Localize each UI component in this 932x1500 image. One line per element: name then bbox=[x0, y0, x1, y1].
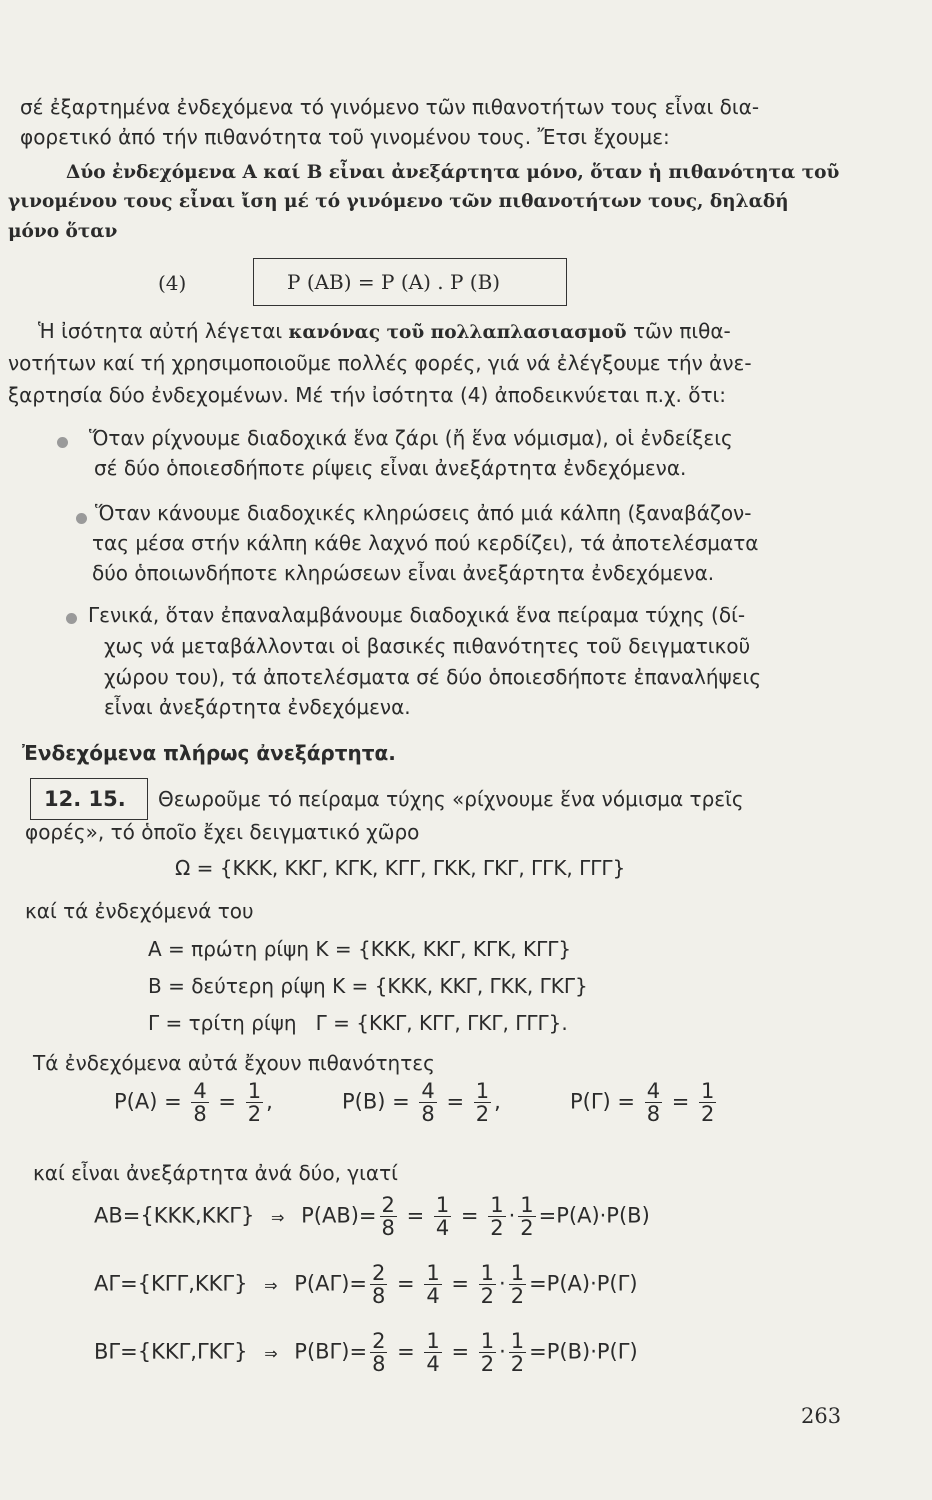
definition-line-2: γινομένου τους εἶναι ἴση μέ τό γινόμενο τῶν πιθανοτήτων τους, δηλαδή bbox=[8, 191, 789, 212]
example-text-line-1: Θεωροῦμε τό πείραμα τύχης «ρίχνουμε ἕνα νόμισμα τρεῖς bbox=[158, 787, 744, 811]
bullet-2-line-3: δύο ὁποιωνδήποτε κληρώσεων εἶναι ἀνεξάρτητα ἐνδεχόμενα. bbox=[92, 561, 715, 585]
bullet-1-line-1: Ὅταν ρίχνουμε διαδοχικά ἕνα ζάρι (ἤ ἕνα νόμισμα), οἱ ἐνδείξεις bbox=[89, 426, 733, 450]
intro-line-1: σέ ἐξαρτημένα ἐνδεχόμενα τό γινόμενο τῶν πιθανοτήτων τους εἶναι δια- bbox=[20, 95, 760, 119]
sample-space: Ω = {ΚΚΚ, ΚΚΓ, ΚΓΚ, ΚΓΓ, ΓΚΚ, ΓΚΓ, ΓΓΚ, ΓΓΓ} bbox=[175, 856, 626, 880]
event-a: Α = πρώτη ρίψη Κ = {ΚΚΚ, ΚΚΓ, ΚΓΚ, ΚΓΓ} bbox=[148, 937, 572, 961]
event-g: Γ = τρίτη ρίψη Γ = {ΚΚΓ, ΚΓΓ, ΓΚΓ, ΓΓΓ}. bbox=[148, 1011, 568, 1035]
bullet-icon bbox=[57, 437, 68, 448]
rule-line-2: νοτήτων καί τή χρησιμοποιοῦμε πολλές φορές, γιά νά ἐλέγξουμε τήν ἀνε- bbox=[8, 351, 752, 375]
intro-line-2: φορετικό ἀπό τήν πιθανότητα τοῦ γινομένου τους. Ἔτσι ἔχουμε: bbox=[20, 125, 670, 149]
prob-a: P(A) = $\frac{4}{8}$ = $\frac{1}{2}$ , bbox=[114, 1079, 273, 1126]
definition-line-3: μόνο ὅταν bbox=[8, 221, 118, 242]
bullet-3-line-1: Γενικά, ὅταν ἐπαναλαμβάνουμε διαδοχικά ἕνα πείραμα τύχης (δί- bbox=[88, 603, 746, 627]
prob-g: P(Γ) = $\frac{4}{8}$ = $\frac{1}{2}$ bbox=[570, 1079, 715, 1126]
pair-ag: ΑΓ={ΚΓΓ,ΚΚΓ} ⇒ P(AΓ)= $\frac{2}{8}$ = $\frac{1}{4}$ = $\frac{1}{2}$ · $\frac{1}{2}$ =P(A)·P(Γ) bbox=[94, 1261, 638, 1308]
definition-line-1: Δύο ἐνδεχόμενα Α καί Β εἶναι ἀνεξάρτητα μόνο, ὅταν ἡ πιθανότητα τοῦ bbox=[66, 162, 840, 183]
formula: P (AB) = P (A) . P (B) bbox=[287, 270, 501, 294]
pairwise-intro: καί εἶναι ἀνεξάρτητα ἀνά δύο, γιατί bbox=[33, 1161, 398, 1185]
prob-b: P(B) = $\frac{4}{8}$ = $\frac{1}{2}$ , bbox=[342, 1079, 501, 1126]
bullet-2-line-1: Ὅταν κάνουμε διαδοχικές κληρώσεις ἀπό μιά κάλπη (ξαναβάζον- bbox=[95, 501, 752, 525]
bullet-3-line-3: χώρου του), τά ἀποτελέσματα σέ δύο ὁποιεσδήποτε ἐπαναλήψεις bbox=[104, 665, 762, 689]
rule-line-3: ξαρτησία δύο ἐνδεχομένων. Μέ τήν ἰσότητα (4) ἀποδεικνύεται π.χ. ὅτι: bbox=[8, 383, 727, 407]
bullet-2-line-2: τας μέσα στήν κάλπη κάθε λαχνό πού κερδίζει), τά ἀποτελέσματα bbox=[92, 531, 759, 555]
bullet-3-line-4: εἶναι ἀνεξάρτητα ἐνδεχόμενα. bbox=[104, 695, 411, 719]
section-heading: Ἐνδεχόμενα πλήρως ἀνεξάρτητα. bbox=[22, 741, 396, 765]
bullet-icon bbox=[66, 613, 77, 624]
formula-number: (4) bbox=[158, 271, 187, 295]
bullet-3-line-2: χως νά μεταβάλλονται οἱ βασικές πιθανότητες τοῦ δειγματικοῦ bbox=[104, 634, 751, 658]
example-text-line-2: φορές», τό ὁποῖο ἔχει δειγματικό χῶρο bbox=[25, 820, 420, 844]
bullet-1-line-2: σέ δύο ὁποιεσδήποτε ρίψεις εἶναι ἀνεξάρτητα ἐνδεχόμενα. bbox=[94, 456, 687, 480]
bullet-icon bbox=[76, 513, 87, 524]
example-label: 12. 15. bbox=[44, 787, 126, 811]
events-intro: καί τά ἐνδεχόμενά του bbox=[25, 899, 254, 923]
pair-ab: AB={ΚΚΚ,ΚΚΓ} ⇒ P(AB)= $\frac{2}{8}$ = $\frac{1}{4}$ = $\frac{1}{2}$ · $\frac{1}{2}$ =P(A)·P(B) bbox=[94, 1193, 650, 1240]
pair-bg: ΒΓ={ΚΚΓ,ΓΚΓ} ⇒ P(BΓ)= $\frac{2}{8}$ = $\frac{1}{4}$ = $\frac{1}{2}$ · $\frac{1}{2}$ =P(B)·P(Γ) bbox=[94, 1329, 638, 1376]
page-number: 263 bbox=[801, 1404, 842, 1428]
event-b: Β = δεύτερη ρίψη Κ = {ΚΚΚ, ΚΚΓ, ΓΚΚ, ΓΚΓ} bbox=[148, 974, 588, 998]
probabilities-intro: Τά ἐνδεχόμενα αὐτά ἔχουν πιθανότητες bbox=[33, 1051, 435, 1075]
rule-line-1: Ἡ ἰσότητα αὐτή λέγεται κανόνας τοῦ πολλαπλασιασμοῦ τῶν πιθα- bbox=[38, 319, 731, 343]
